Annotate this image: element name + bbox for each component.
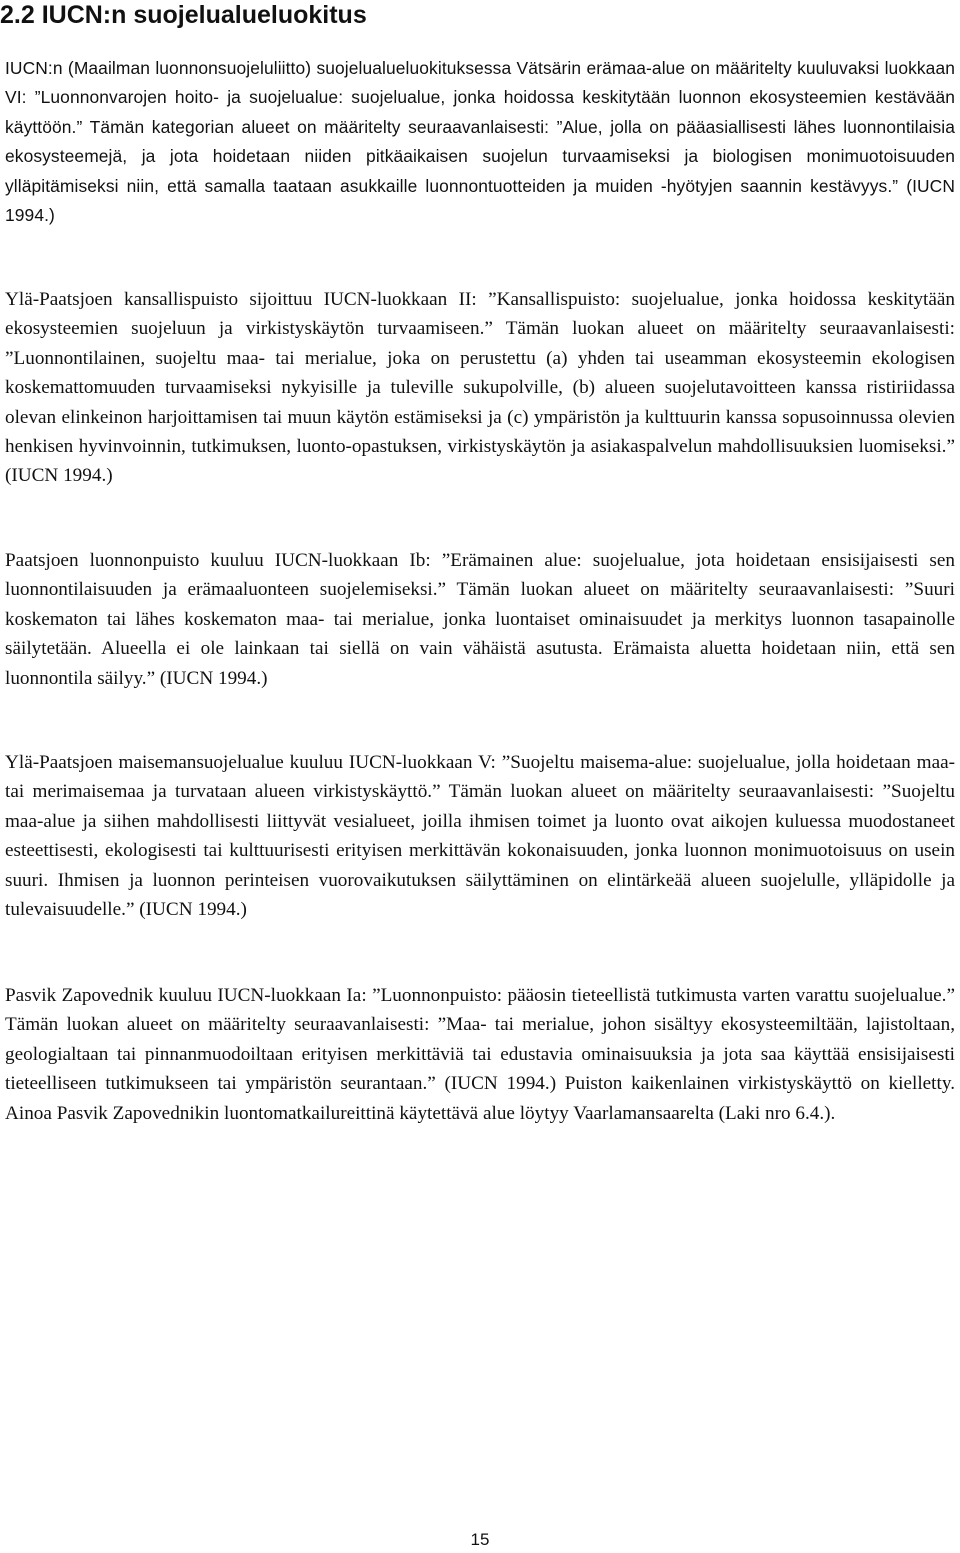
paragraph-iucn-category-ii: Ylä-Paatsjoen kansallispuisto sijoittuu IUCN-luokkaan II: ”Kansallispuisto: suojelualue, jonka hoidossa keskitytään ekosysteemien suojeluun ja virkistyskäytön turvaamiseen.” Tämän luokan alueet on määritelty seuraavanlaisesti: ”Luonnontilainen, suojeltu maa- tai merialue, joka on perustettu (a) yhden tai useamman ekosysteemin ekologisen koskemattomuuden turvaamiseksi nykyisille ja tuleville sukupolville, (b) alueen suojelutavoitteen kanssa ristiriidassa olevan elinkeinon harjoittamisen tai muun käytön estämiseksi ja (c) ympäristön ja kulttuurin kanssa sopusoinnussa olevien henkisen hyvinvoinnin, tutkimuksen, luonto-opastuksen, virkistyskäytön ja asiakaspalvelun mahdollisuuksien luomiseksi.” (IUCN 1994.) — [5, 289, 955, 487]
page-number: 15 — [470, 1530, 490, 1549]
paragraph-iucn-category-v: Ylä-Paatsjoen maisemansuojelualue kuuluu IUCN-luokkaan V: ”Suojeltu maisema-alue: suojelualue, jolla hoidetaan maa- tai merimaisemaa ja turvataan alueen virkistyskäyttö.” Tämän luokan alueet on määritelty seuraavanlaisesti: ”Suojeltu maa-alue ja siihen mahdollisesti liittyvät vesialueet, joilla ihmisen toimet ja luonto ovat aikojen kuluessa muodostaneet esteettisesti, ekologisesti tai kulttuurisesti erityisen merkittävän kokonaisuuden, jonka luonnon monimuotoisuus on usein suuri. Ihmisen ja luonnon perinteisen vuorovaikutuksen säilyttäminen on elintärkeää alueen suojelulle, ylläpidolle ja tulevaisuudelle.” (IUCN 1994.) — [5, 752, 955, 921]
paragraph-iucn-category-ib: Paatsjoen luonnonpuisto kuuluu IUCN-luokkaan Ib: ”Erämainen alue: suojelualue, jota hoidetaan ensisijaisesti sen luonnontilaisuuden ja erämaaluonteen suojelemiseksi.” Tämän luokan alueet on määritelty seuraavanlaisesti: ”Suuri koskematon tai lähes koskematon maa- tai merialue, jonka luontaiset ominaisuudet ja merkitys luonnon tasapainolle säilytetään. Alueella ei ole lainkaan tai siellä on vain vähäistä asutusta. Erämaista aluetta hoidetaan niin, että sen luonnontila säilyy.” (IUCN 1994.) — [5, 550, 955, 689]
section-heading: 2.2 IUCN:n suojelualueluokitus — [0, 1, 367, 29]
paragraph-iucn-category-vi: IUCN:n (Maailman luonnonsuojeluliitto) suojelualueluokituksessa Vätsärin erämaa-alue on määritelty kuuluvaksi luokkaan VI: ”Luonnonvarojen hoito- ja suojelualue: suojelualue, jonka hoidossa keskitytään luonnon ekosysteemien kestävään käyttöön.” Tämän kategorian alueet on määritelty seuraavanlaisesti: ”Alue, jolla on pääasiallisesti lähes luonnontilaisia ekosysteemejä, ja jota hoidetaan niiden pitkäaikaisen suojelun turvaamiseksi ja biologisen monimuotoisuuden ylläpitämiseksi niin, että samalla taataan asukkaille luonnontuotteiden ja muiden -hyötyjen saannin kestävyys.” (IUCN 1994.) — [5, 58, 955, 226]
paragraph-iucn-category-ia: Pasvik Zapovednik kuuluu IUCN-luokkaan Ia: ”Luonnonpuisto: pääosin tieteellistä tutkimusta varten varattu suojelualue.” Tämän luokan alueet on määritelty seuraavanlaisesti: ”Maa- tai merialue, johon sisältyy ekosysteemiltään, lajistoltaan, geologialtaan tai pinnanmuodoiltaan erityisen merkittäviä tai edustavia ominaisuuksia ja jota saa käyttää ensisijaisesti tieteelliseen tutkimukseen tai ympäristön seurantaan.” (IUCN 1994.) Puiston kaikenlainen virkistyskäyttö on kielletty. Ainoa Pasvik Zapovednikin luontomatkailureittinä käytettävä alue löytyy Vaarlamansaarelta (Laki nro 6.4.). — [5, 985, 955, 1124]
